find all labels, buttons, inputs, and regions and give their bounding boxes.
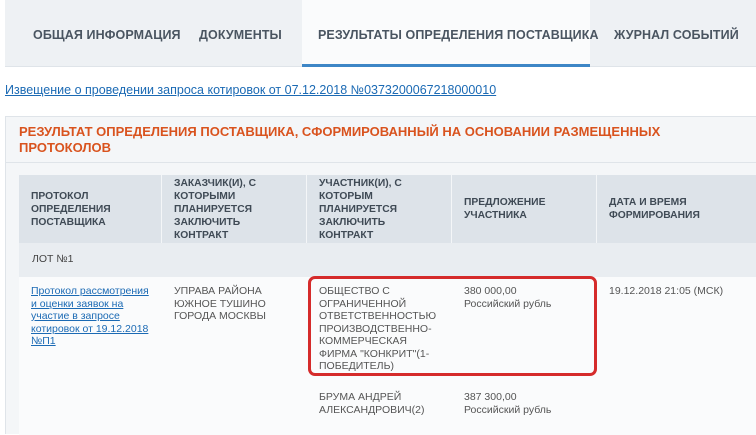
lot-row <box>19 243 756 278</box>
column-header-datetime: ДАТА И ВРЕМЯ ФОРМИРОВАНИЯ <box>609 197 700 221</box>
panel-divider <box>6 162 756 163</box>
tab-general-info[interactable]: ОБЩАЯ ИНФОРМАЦИЯ <box>33 28 181 42</box>
offer-cell <box>452 285 597 310</box>
lot-label: ЛОТ №1 <box>32 253 74 265</box>
protocol-cell <box>19 285 162 348</box>
participant-cell: БРУМА АНДРЕЙ АЛЕКСАНДРОВИЧ(2) <box>319 391 425 416</box>
datetime-cell: 19.12.2018 21:05 (МСК) <box>609 285 724 297</box>
results-table <box>19 175 756 435</box>
results-panel <box>5 116 756 434</box>
column-header-protocol: ПРОТОКОЛ ОПРЕДЕЛЕНИЯ ПОСТАВЩИКА <box>19 175 162 243</box>
offer-cell <box>452 391 597 416</box>
tab-documents[interactable]: ДОКУМЕНТЫ <box>199 28 282 42</box>
protocol-link[interactable]: Протокол рассмотрения и оценки заявок на участие в запросе котировок от 19.12.2018 №П1 <box>31 285 149 347</box>
participant-cell: ОБЩЕСТВО С ОГРАНИЧЕННОЙ ОТВЕТСТВЕННОСТЬЮ ПРОИЗВОДСТВЕННО-КОММЕРЧЕСКАЯ ФИРМА "КОНКРИТ"(1-ПОБЕДИТЕЛЬ) <box>319 285 437 372</box>
table-row <box>19 377 756 435</box>
table-header-row <box>19 175 756 243</box>
offer-amount: 387 300,00 <box>464 391 517 403</box>
column-header-offer: ПРЕДЛОЖЕНИЕ УЧАСТНИКА <box>452 175 597 243</box>
customer-cell: УПРАВА РАЙОНА ЮЖНОЕ ТУШИНО ГОРОДА МОСКВЫ <box>174 285 266 322</box>
offer-currency: Российский рубль <box>464 297 552 310</box>
notice-link[interactable]: Извещение о проведении запроса котировок от 07.12.2018 №0373200067218000010 <box>5 83 497 97</box>
offer-amount: 380 000,00 <box>464 285 517 297</box>
tab-bar <box>5 0 756 67</box>
tab-supplier-results[interactable]: РЕЗУЛЬТАТЫ ОПРЕДЕЛЕНИЯ ПОСТАВЩИКА <box>302 0 590 66</box>
panel-title: РЕЗУЛЬТАТ ОПРЕДЕЛЕНИЯ ПОСТАВЩИКА, СФОРМИРОВАННЫЙ НА ОСНОВАНИИ РАЗМЕЩЕННЫХ ПРОТОКОЛОВ <box>19 124 661 155</box>
column-header-customer: ЗАКАЗЧИК(И), С КОТОРЫМИ ПЛАНИРУЕТСЯ ЗАКЛЮЧИТЬ КОНТРАКТ <box>162 175 307 243</box>
tab-event-log[interactable]: ЖУРНАЛ СОБЫТИЙ <box>614 28 739 42</box>
table-row <box>19 277 756 377</box>
offer-currency: Российский рубль <box>464 403 552 416</box>
column-header-participant: УЧАСТНИК(И), С КОТОРЫМ ПЛАНИРУЕТСЯ ЗАКЛЮЧИТЬ КОНТРАКТ <box>307 175 452 243</box>
